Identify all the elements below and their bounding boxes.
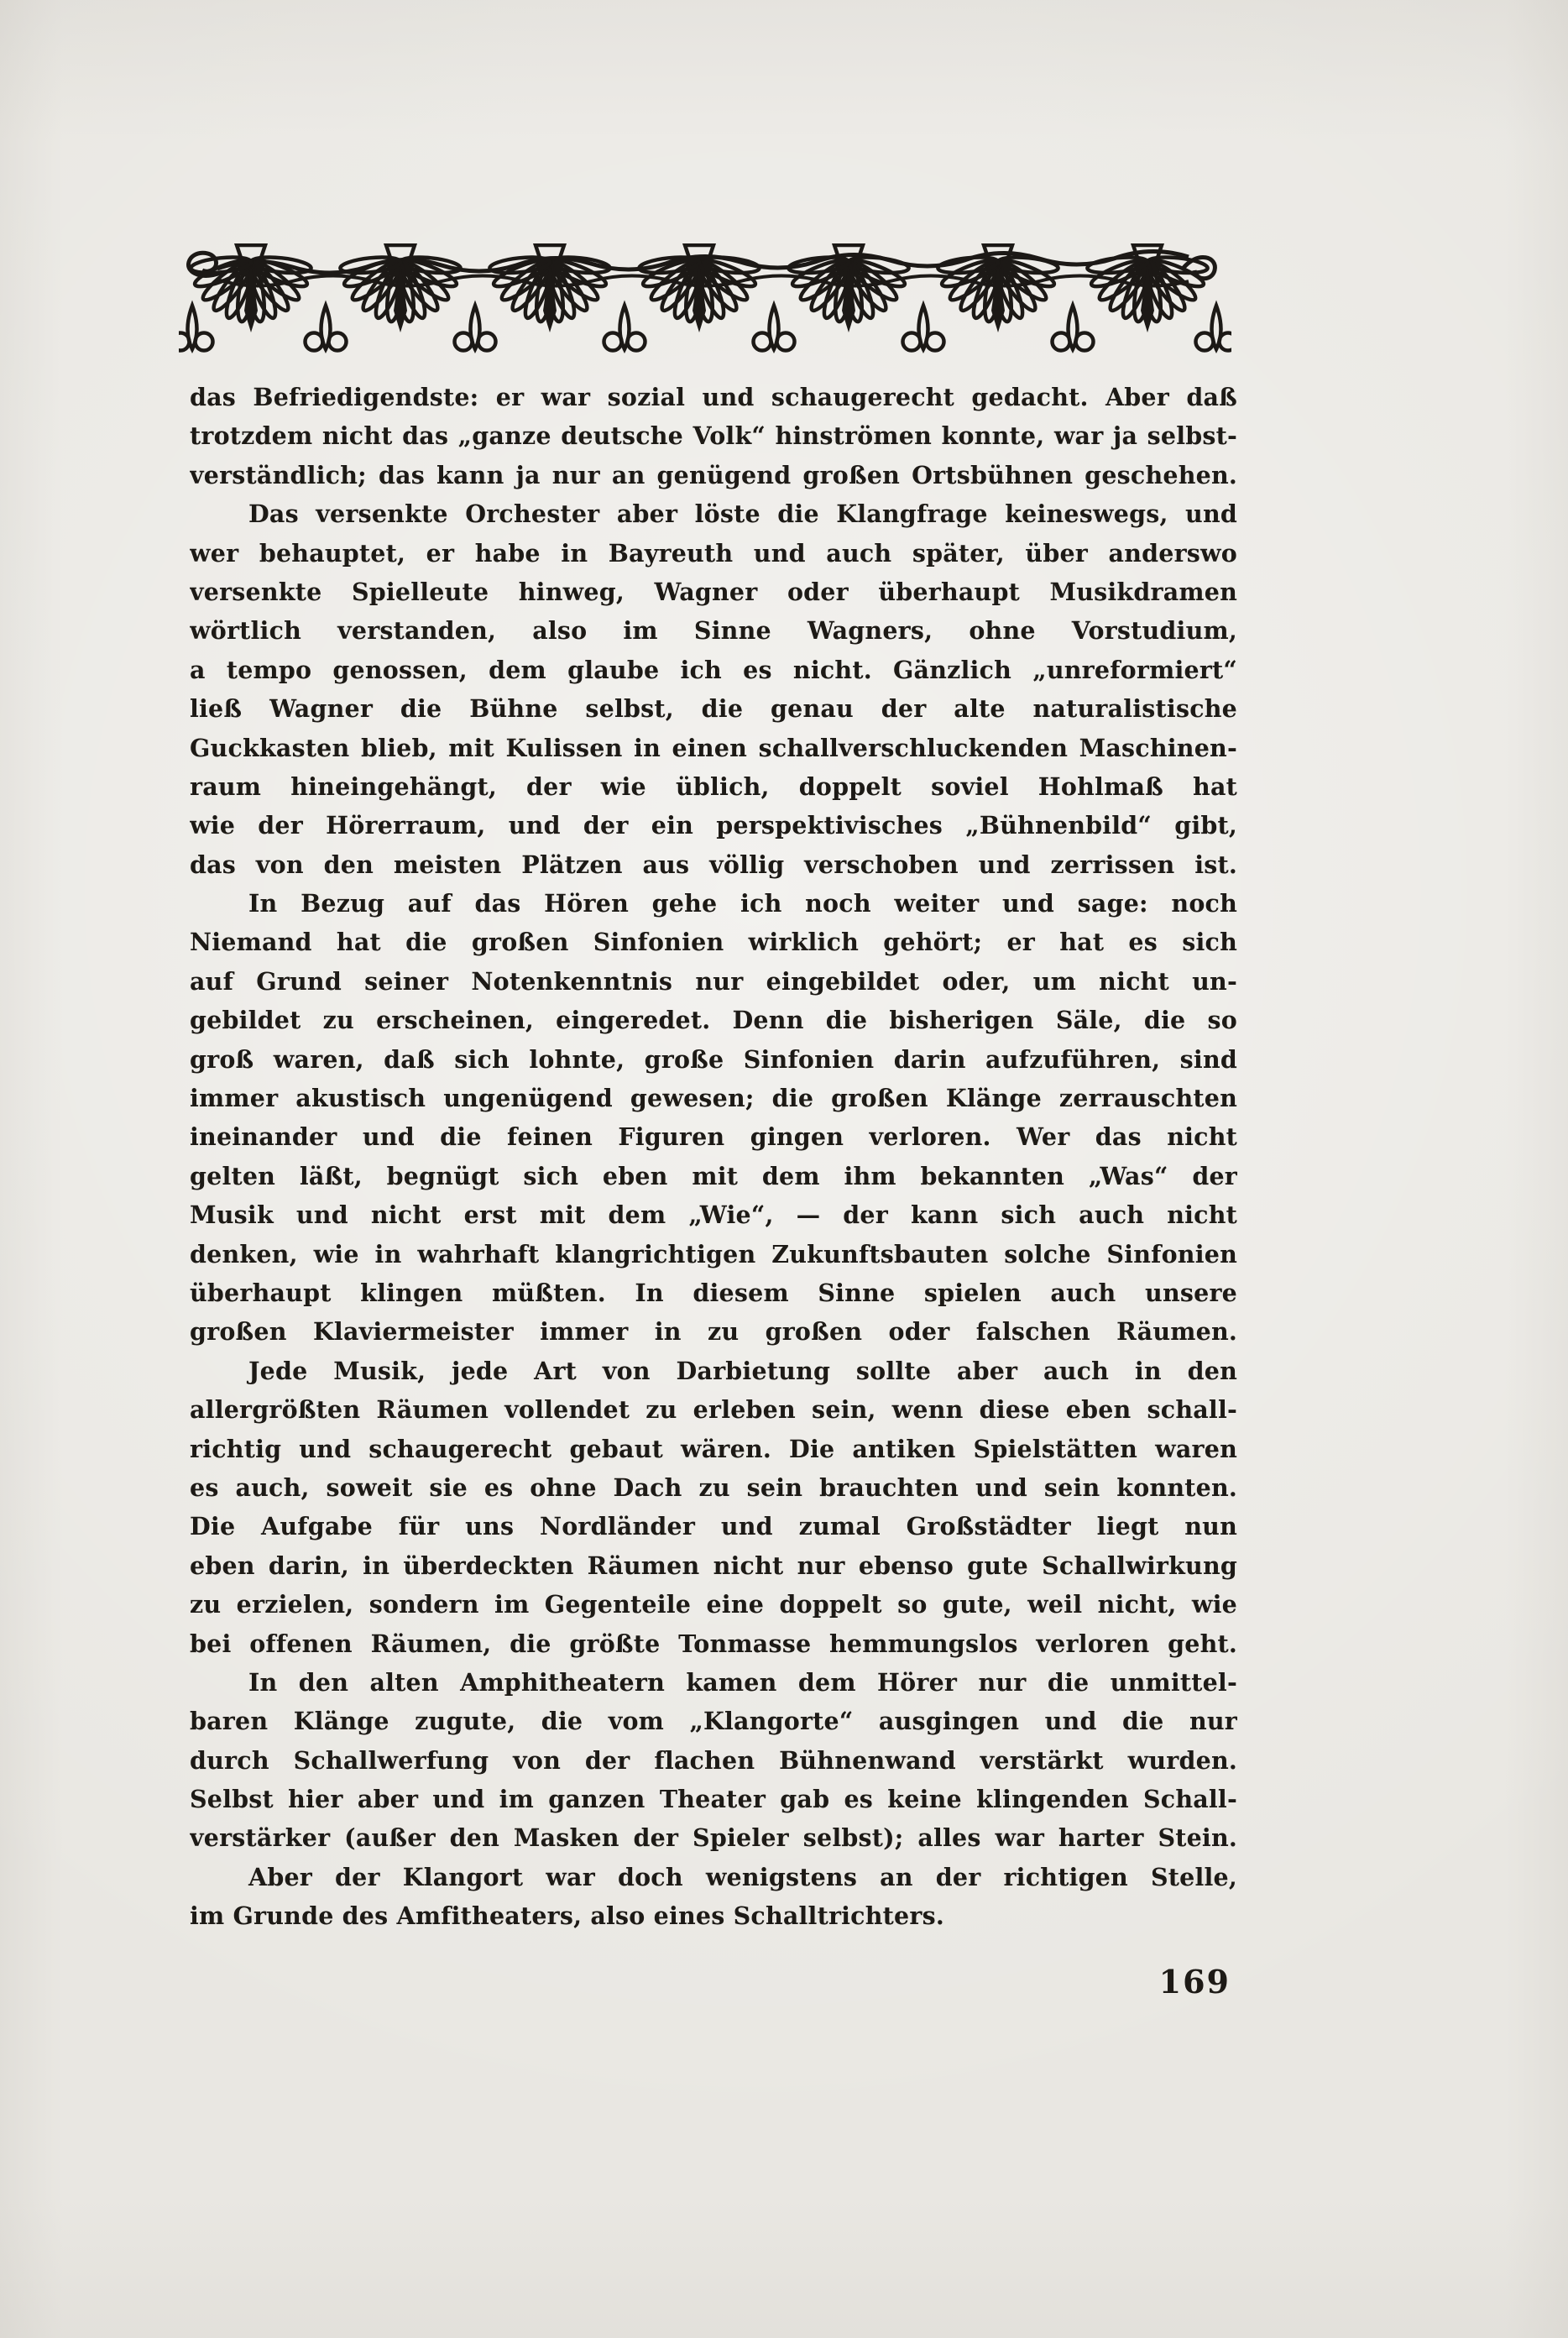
text-line: allergrößten Räumen vollendet zu erleben sein, wenn diese eben schall- (190, 1395, 1237, 1425)
text-line: baren Klänge zugute, die vom „Klangorte“ ausgingen und die nur (190, 1707, 1237, 1736)
text-line: ineinander und die feinen Figuren gingen verloren. Wer das nicht (190, 1122, 1237, 1152)
text-line: a tempo genossen, dem glaube ich es nicht. Gänzlich „unreformiert“ (190, 655, 1237, 684)
text-line: In den alten Amphitheatern kamen dem Hörer nur die unmittel- (248, 1667, 1237, 1697)
text-line: groß waren, daß sich lohnte, große Sinfonien darin aufzuführen, sind (190, 1044, 1237, 1074)
text-line: Jede Musik, jede Art von Darbietung sollte aber auch in den (248, 1356, 1237, 1385)
text-line: Selbst hier aber und im ganzen Theater gab es keine klingenden Schall- (190, 1785, 1237, 1814)
text-line: bei offenen Räumen, die größte Tonmasse hemmungslos verloren geht. (190, 1629, 1237, 1658)
text-line: Die Aufgabe für uns Nordländer und zumal Großstädter liegt nun (190, 1512, 1237, 1541)
text-line: richtig und schaugerecht gebaut wären. Die antiken Spielstätten waren (190, 1434, 1237, 1463)
text-line: wörtlich verstanden, also im Sinne Wagners, ohne Vorstudium, (190, 616, 1237, 646)
text-line: In Bezug auf das Hören gehe ich noch weiter und sage: noch (248, 889, 1237, 918)
text-line: denken, wie in wahrhaft klangrichtigen Zukunftsbauten solche Sinfonien (190, 1239, 1237, 1268)
floral-ornament-icon (179, 243, 1231, 356)
text-line: Aber der Klangort war doch wenigstens an der richtigen Stelle, (248, 1862, 1237, 1891)
text-line: das Befriedigendste: er war sozial und schaugerecht gedacht. Aber daß (190, 383, 1237, 411)
text-line: wie der Hörerraum, und der ein perspektivisches „Bühnenbild“ gibt, (190, 811, 1237, 840)
text-line: durch Schallwerfung von der flachen Bühnenwand verstärkt wurden. (190, 1745, 1237, 1775)
text-line: großen Klaviermeister immer in zu großen oder falschen Räumen. (190, 1317, 1237, 1347)
floral-ornament-band (179, 243, 1231, 356)
text-line: Das versenkte Orchester aber löste die Klangfrage keineswegs, und (248, 500, 1237, 529)
text-line: auf Grund seiner Notenkenntnis nur eingebildet oder, um nicht un- (190, 966, 1237, 996)
text-line: eben darin, in überdeckten Räumen nicht nur ebenso gute Schallwirkung (190, 1551, 1237, 1580)
text-line: zu erzielen, sondern im Gegenteile eine doppelt so gute, weil nicht, wie (190, 1590, 1237, 1619)
text-line: Niemand hat die großen Sinfonien wirklich gehört; er hat es sich (190, 928, 1237, 957)
page-number: 169 (1158, 1963, 1231, 2001)
text-line: Guckkasten blieb, mit Kulissen in einen schallverschluckenden Maschinen- (190, 733, 1237, 762)
text-line: gebildet zu erscheinen, eingeredet. Denn die bisherigen Säle, die so (190, 1006, 1237, 1035)
text-line: raum hineingehängt, der wie üblich, doppelt soviel Hohlmaß hat (190, 771, 1237, 801)
text-line: verständlich; das kann ja nur an genügend großen Ortsbühnen geschehen. (190, 460, 1237, 489)
body-text (190, 378, 1237, 1936)
text-line: trotzdem nicht das „ganze deutsche Volk“ hinströmen konnte, war ja selbst- (190, 421, 1237, 451)
text-line: Musik und nicht erst mit dem „Wie“, — der kann sich auch nicht (190, 1200, 1237, 1230)
text-line: wer behauptet, er habe in Bayreuth und auch später, über anderswo (190, 538, 1237, 568)
text-line: ließ Wagner die Bühne selbst, die genau der alte naturalistische (190, 694, 1237, 724)
text-line: das von den meisten Plätzen aus völlig verschoben und zerrissen ist. (190, 850, 1237, 879)
text-line: versenkte Spielleute hinweg, Wagner oder überhaupt Musikdramen (190, 577, 1237, 606)
text-line: überhaupt klingen müßten. In diesem Sinne spielen auch unsere (190, 1278, 1237, 1307)
text-line: verstärker (außer den Masken der Spieler selbst); alles war harter Stein. (190, 1823, 1237, 1853)
text-line: gelten läßt, begnügt sich eben mit dem ihm bekannten „Was“ der (190, 1161, 1237, 1190)
text-line: es auch, soweit sie es ohne Dach zu sein brauchten und sein konnten. (190, 1472, 1237, 1502)
text-line: immer akustisch ungenügend gewesen; die großen Klänge zerrauschten (190, 1084, 1237, 1113)
text-line: im Grunde des Amfitheaters, also eines Schalltrichters. (190, 1901, 944, 1931)
